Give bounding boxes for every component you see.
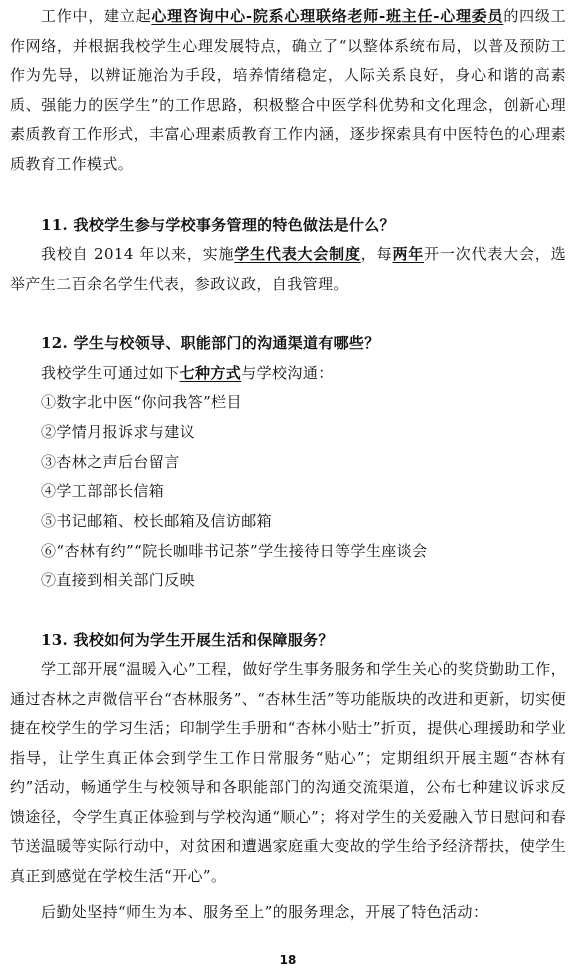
question-13-paragraph-2: 后勤处坚持“师生为本、服务至上”的服务理念，开展了特色活动： (41, 903, 489, 921)
question-12-heading: 12. 学生与校领导、职能部门的沟通渠道有哪些？ (41, 334, 380, 352)
q11-text-b: ，每 (360, 245, 393, 263)
para1-text-a: 工作中，建立起 (41, 7, 152, 25)
four-level-network: 心理咨询中心-院系心理联络老师-班主任-心理委员 (151, 7, 504, 25)
page-number: 18 (279, 953, 297, 967)
question-13-paragraph-1: 学工部开展“温暖入心”工程，做好学生事务服务和学生关心的奖贷勤助工作，通过杏林之声微信平台“杏林服务”、“杏林生活”等功能版块的改进和更新，切实便捷在校学生的学习生活；印制学生手册和“杏林小贴士”折页，提供心理援助和学业指导，让学生真正体会到学生工作日常服务“贴心”；定期组织开展主题“杏林有约”活动，畅通学生与校领导和各职能部门的沟通交流渠道，公布七种建议诉求反馈途径，令学生真正体验到与学校沟通“顺心”；将对学生的关爱融入节日慰问和春节送温暖等实际行动中，对贫困和遭遇家庭重大变故的学生给予经济帮扶，使学生真正到感觉在学校生活“开心”。 (10, 660, 566, 885)
question-13-heading: 13. 我校如何为学生开展生活和保障服务？ (41, 631, 334, 649)
list-item: ④学工部部长信箱 (41, 482, 165, 500)
list-item: ⑦直接到相关部门反映 (41, 571, 196, 589)
para1-text-b: 的四级工作网络，并根据我校学生心理发展特点，确立了“以整体系统布局，以普及预防工作为先导，以辨证施治为手段，培养情绪稳定，人际关系良好，身心和谐的高素质、强能力的医学生”的工作思路，积极整合中医学科优势和文化理念，创新心理素质教育工作形式，丰富心理素质教育工作内涵，逐步探索具有中医特色的心理素质教育工作模式。 (10, 7, 566, 173)
question-11-answer (10, 240, 566, 299)
list-item: ①数字北中医“你问我答”栏目 (41, 393, 242, 411)
list-item: ⑤书记邮箱、校长邮箱及信访邮箱 (41, 512, 273, 530)
q12-intro-b: 与学校沟通： (241, 364, 334, 382)
q12-intro-a: 我校学生可通过如下 (41, 364, 180, 382)
seven-ways: 七种方式 (179, 364, 242, 382)
list-item: ③杏林之声后台留言 (41, 453, 180, 471)
question-12-intro (10, 359, 566, 389)
question-11-heading: 11. 我校学生参与学校事务管理的特色做法是什么？ (41, 216, 395, 234)
q11-text-c: 开一次代表大会，选举产生二百余名学生代表，参政议政，自我管理。 (10, 245, 566, 293)
two-years: 两年 (392, 245, 425, 263)
list-item: ⑥“杏林有约”“院长咖啡书记茶”学生接待日等学生座谈会 (41, 542, 428, 560)
q11-text-a: 我校自 2014 年以来，实施 (41, 245, 235, 263)
student-congress-system: 学生代表大会制度 (234, 245, 361, 263)
paragraph-psych-work (10, 2, 566, 179)
list-item: ②学情月报诉求与建议 (41, 423, 196, 441)
